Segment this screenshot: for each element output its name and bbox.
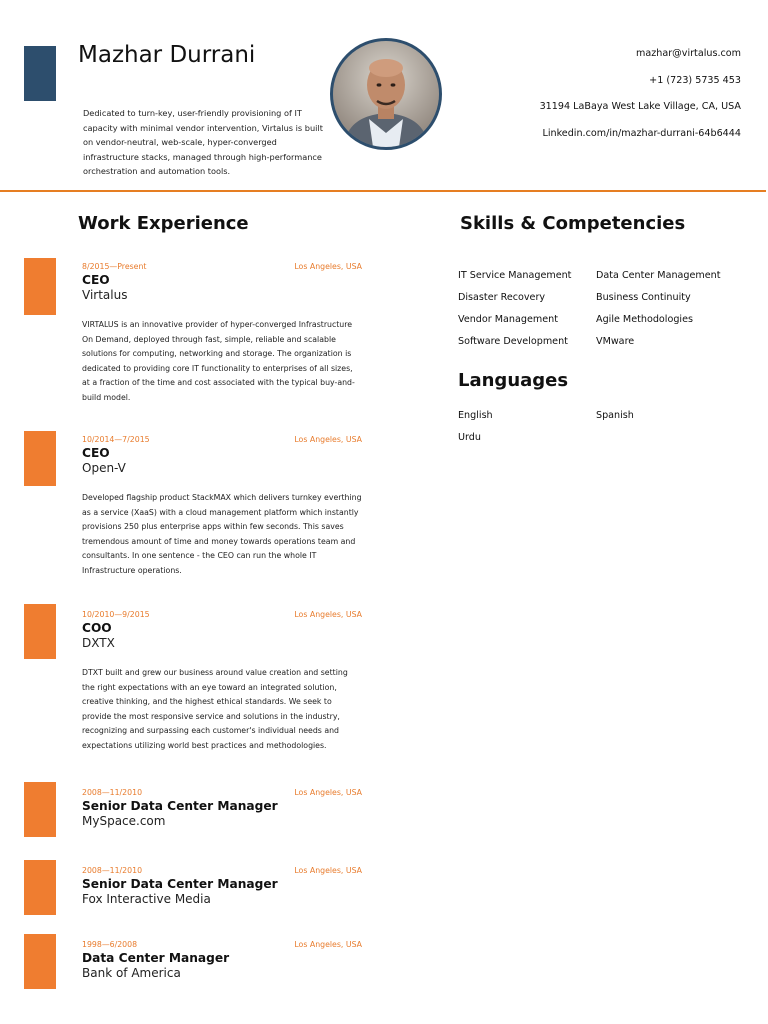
job-title: Data Center Manager: [82, 951, 230, 965]
skill-item: Vendor Management: [458, 314, 558, 325]
address: 31194 LaBaya West Lake Village, CA, USA: [539, 101, 741, 112]
job-dates: 2008—11/2010: [82, 866, 143, 875]
job-location: Los Angeles, USA: [294, 788, 362, 797]
header-divider: [0, 190, 766, 192]
skill-item: Agile Methodologies: [596, 314, 693, 325]
skill-item: Business Continuity: [596, 292, 691, 303]
job-dates: 8/2015—Present: [82, 262, 147, 271]
skills-title: Skills & Competencies: [460, 213, 686, 234]
job-dates: 10/2014—7/2015: [82, 435, 150, 444]
skill-item: Software Development: [458, 336, 568, 347]
job-title: CEO: [82, 446, 110, 460]
job-entry: [82, 940, 362, 980]
job-location: Los Angeles, USA: [294, 866, 362, 875]
job-title: CEO: [82, 273, 110, 287]
language-item: Spanish: [596, 410, 634, 421]
job-dates: 10/2010—9/2015: [82, 610, 150, 619]
job-accent-bar: [24, 860, 56, 915]
email-link[interactable]: mazhar@virtalus.com: [636, 48, 741, 59]
job-company: MySpace.com: [82, 814, 166, 828]
job-description: Developed flagship product StackMAX which delivers turnkey everthing as a service (XaaS) with a cloud management platform which instantly provisions 250 plus enterprise apps within few seconds. This saves tremendous amount of time and money towards operations team and consultants. In one sentence - the CEO can run the whole IT Infrastructure operations.: [82, 493, 362, 575]
name-accent-bar: [24, 46, 56, 101]
job-location: Los Angeles, USA: [294, 435, 362, 444]
job-description: VIRTALUS is an innovative provider of hyper-converged Infrastructure On Demand, deployed through fast, simple, reliable and scalable solutions for computing, networking and storage. The organization is dedicated to providing core IT functionality to enterprises of all sizes, at a fraction of the time and cost associated with the typical buy-and-build model.: [82, 320, 355, 402]
job-location: Los Angeles, USA: [294, 262, 362, 271]
languages-title: Languages: [458, 370, 569, 391]
job-accent-bar: [24, 431, 56, 486]
job-accent-bar: [24, 258, 56, 315]
profile-summary: Dedicated to turn-key, user-friendly provisioning of IT capacity with minimal vendor intervention, Virtalus is built on vendor-neutral, web-scale, hyper-converged infrastructure stacks, managed through high-performance orchestration and automation tools.: [83, 108, 323, 177]
job-accent-bar: [24, 934, 56, 989]
job-company: DXTX: [82, 636, 115, 650]
job-location: Los Angeles, USA: [294, 940, 362, 949]
skill-item: Disaster Recovery: [458, 292, 546, 303]
job-description: DTXT built and grew our business around value creation and setting the right expectations with an eye toward an integrated solution, creative thinking, and the highest ethical standards. We seek to provide the most responsive service and solutions in the industry, recognizing and surpassing each customer's individual needs and expectations utilizing world best practices and methodologies.: [82, 668, 348, 750]
job-company: Fox Interactive Media: [82, 892, 211, 906]
job-entry: [82, 435, 362, 579]
job-title: Senior Data Center Manager: [82, 799, 278, 813]
skill-item: IT Service Management: [458, 270, 572, 281]
language-item: Urdu: [458, 432, 481, 443]
job-company: Virtalus: [82, 288, 128, 302]
phone-number: +1 (723) 5735 453: [649, 74, 741, 86]
profile-photo: [330, 38, 442, 150]
job-entry: [82, 788, 362, 828]
skill-item: VMware: [596, 336, 635, 347]
candidate-name: Mazhar Durrani: [78, 42, 256, 68]
job-title: COO: [82, 621, 112, 635]
linkedin-link[interactable]: Linkedin.com/in/mazhar-durrani-64b6444: [542, 127, 741, 139]
languages-list: [458, 408, 748, 452]
work-experience-title: Work Experience: [78, 213, 249, 234]
job-dates: 2008—11/2010: [82, 788, 143, 797]
job-accent-bar: [24, 604, 56, 659]
language-item: English: [458, 410, 493, 421]
skills-list: [458, 268, 748, 356]
job-dates: 1998—6/2008: [82, 940, 138, 949]
job-company: Open-V: [82, 461, 126, 475]
job-location: Los Angeles, USA: [294, 610, 362, 619]
person-portrait-icon: [333, 41, 439, 147]
job-title: Senior Data Center Manager: [82, 877, 278, 891]
job-entry: [82, 610, 362, 754]
contact-list: [540, 46, 741, 152]
job-company: Bank of America: [82, 966, 181, 980]
job-entry: [82, 866, 362, 906]
job-entry: [82, 262, 362, 406]
job-accent-bar: [24, 782, 56, 837]
skill-item: Data Center Management: [596, 270, 721, 281]
